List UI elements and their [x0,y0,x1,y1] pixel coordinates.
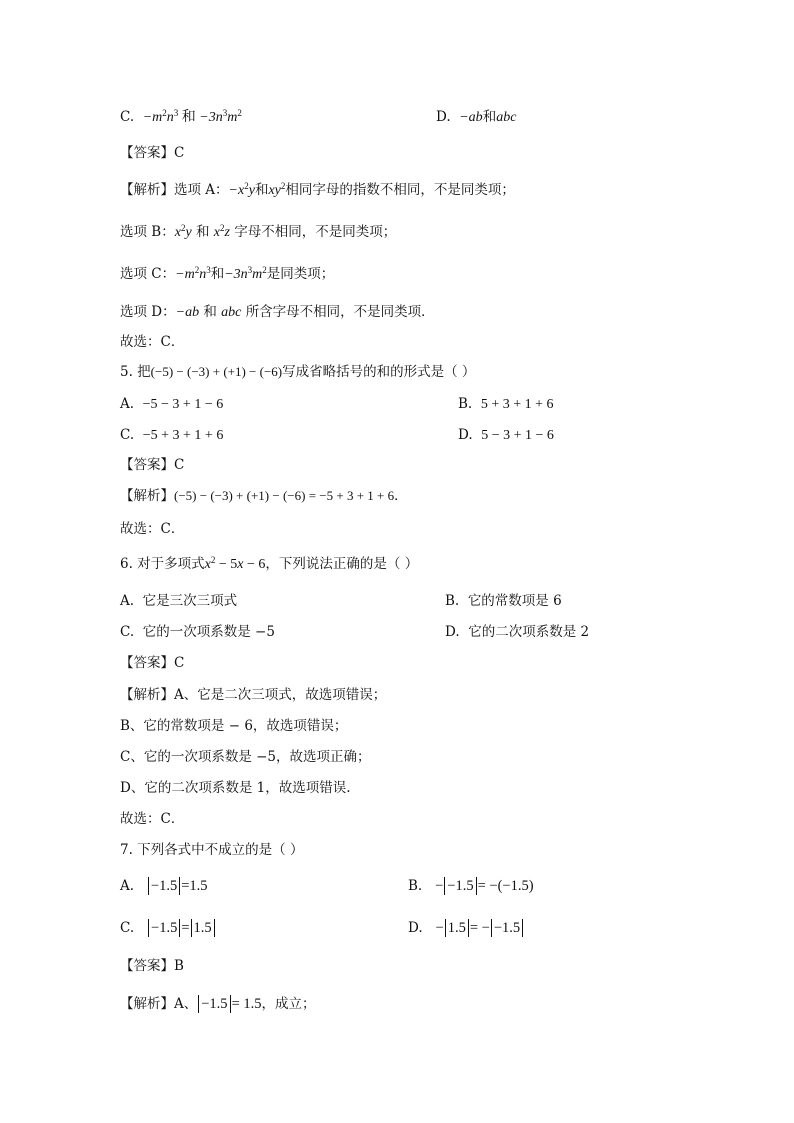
q6-analysis-d: D、它的二次项系数是 1，故选项错误. [120,780,351,796]
q7-analysis-a: 【解析】A、 −1.5 = 1.5，成立； [120,996,316,1012]
q4-conclusion: 故选：C． [120,334,185,350]
q7-option-d: D. − 1.5 = − −1.5 [408,918,524,938]
q6-stem: 6. 对于多项式$x^2 - 5x - 6$，下列说法正确的是（ ） [120,555,419,572]
q5-answer: 【答案】C [120,457,185,473]
q7-option-b: B. − −1.5 = −(−1.5) [408,878,534,894]
q7-stem: 7. 下列各式中不成立的是（ ） [120,842,304,858]
q6-analysis-b: B、它的常数项是 − 6，故选项错误； [120,718,348,734]
q5-option-c: C. −5 + 3 + 1 + 6 [120,427,224,443]
q4-analysis-d: 选项 D：−ab 和 abc 所含字母不相同，不是同类项． [120,304,435,320]
q6-analysis-c: C、它的一次项系数是 −5，故选项正确； [120,749,371,765]
q6-option-b: B. 它的常数项是 6 [445,593,562,609]
q4-answer: 【答案】C [120,145,185,161]
q5-conclusion: 故选：C． [120,521,185,537]
q5-analysis: 【解析】(−5) − (−3) + (+1) − (−6) = −5 + 3 + 1 + 6． [120,488,408,504]
q4-option-c: C. $-m^2n^3$ 和 $-3n^3m^2$ [120,108,242,125]
q7-option-c: C. −1.5 = 1.5 [120,918,216,938]
q4-analysis-b: 选项 B：$x^2y$ 和 $x^2z$ 字母不相同，不是同类项； [120,223,397,240]
q4-option-c-expr: $-m^2n^3$ 和 $-3n^3m^2$ [142,108,242,125]
q6-option-c: C. 它的一次项系数是 −5 [120,624,275,640]
q4-option-d: D. −ab和abc [436,109,517,125]
q7-answer: 【答案】B [120,958,184,974]
q5-option-b: B. 5 + 3 + 1 + 6 [458,396,554,412]
q7-option-a: A. −1.5 =1.5 [120,878,208,894]
q5-stem: 5. 把(−5) − (−3) + (+1) − (−6)写成省略括号的和的形式是（ ） [120,364,476,380]
q4-analysis-a: 【解析】选项 A：$-x^2y$和$xy^2$相同字母的指数不相同，不是同类项； [120,181,515,198]
q6-conclusion: 故选：C． [120,811,185,827]
q6-option-d: D. 它的二次项系数是 2 [445,624,590,640]
q4-analysis-c: 选项 C：$-m^2n^3$和$-3n^3m^2$是同类项； [120,265,335,282]
q6-analysis-a: 【解析】A、它是二次三项式，故选项错误； [120,687,387,703]
q5-option-a: A. −5 − 3 + 1 − 6 [120,396,224,412]
q6-option-a: A. 它是三次三项式 [120,593,238,609]
q5-option-d: D. 5 − 3 + 1 − 6 [458,427,554,443]
q6-answer: 【答案】C [120,655,185,671]
